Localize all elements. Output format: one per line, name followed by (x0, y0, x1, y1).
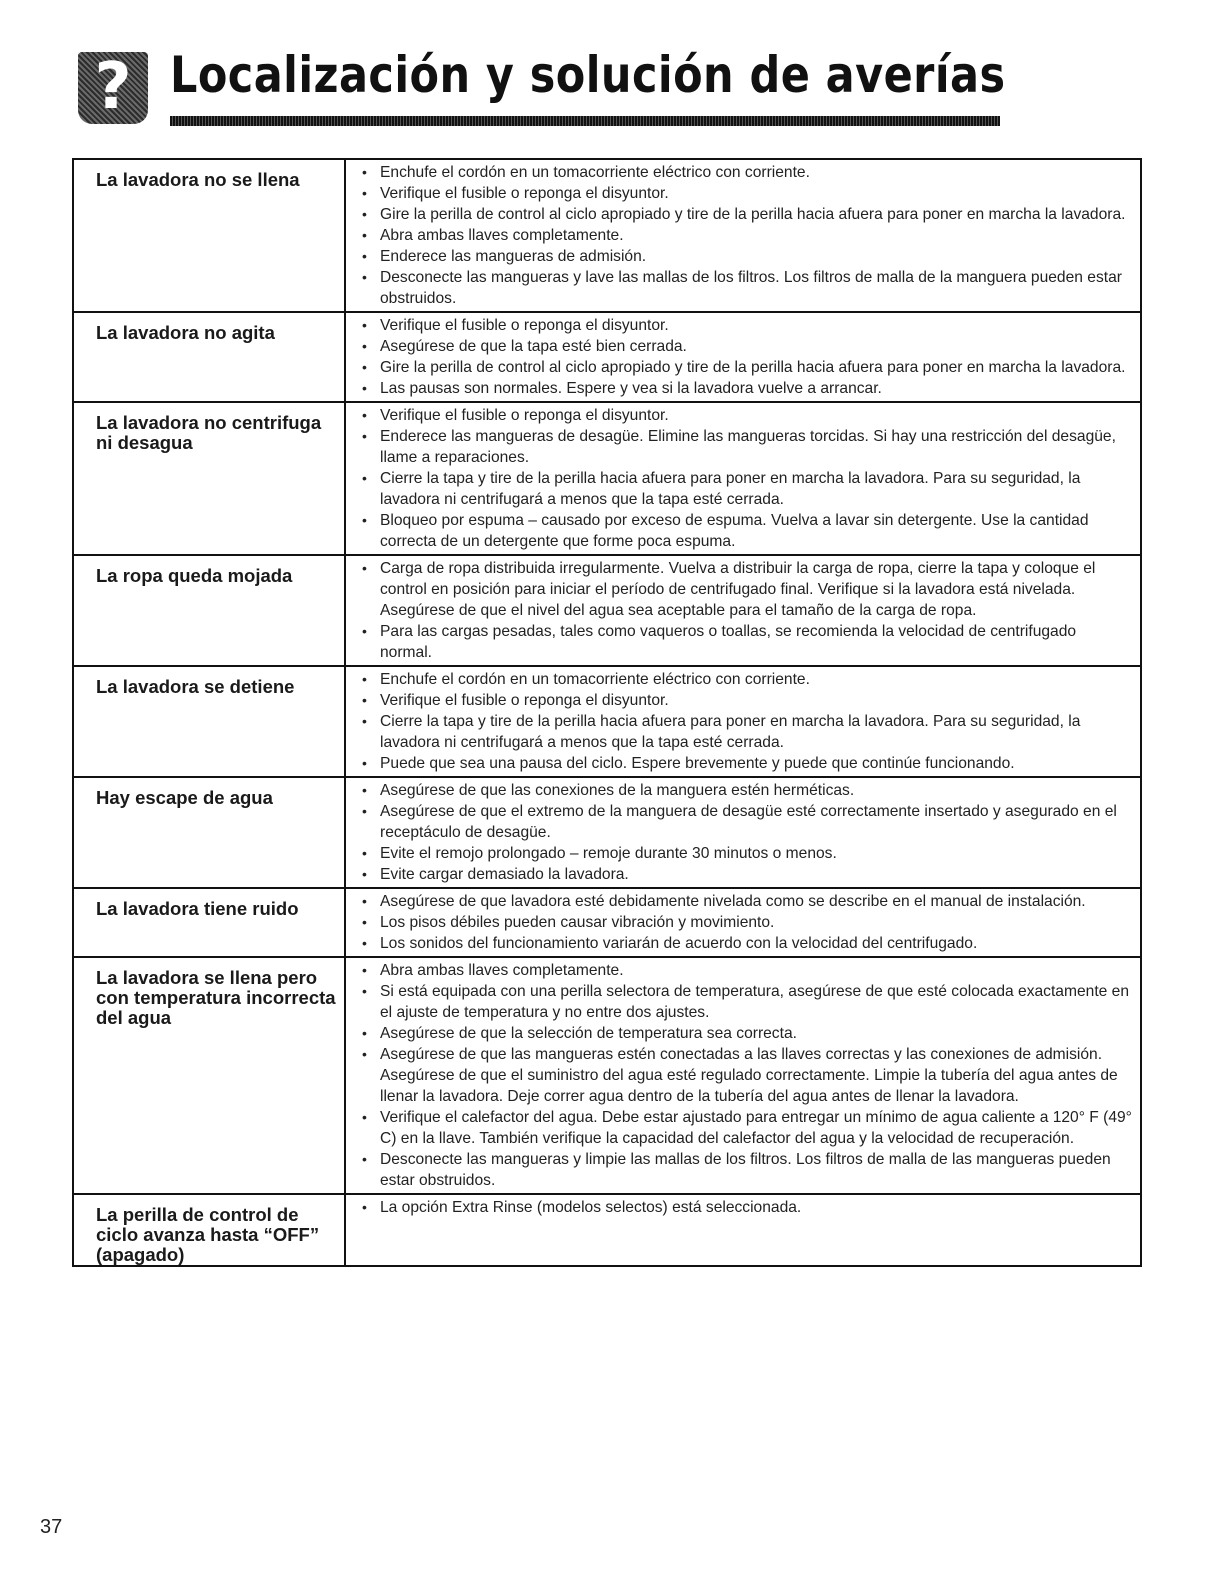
solution-item: • Si está equipada con una perilla selectora de temperatura, asegúrese de que esté colocada exactamente en el ajuste de temperatura y no entre dos ajustes. (358, 981, 1132, 1023)
solution-item: • Enderece las mangueras de desagüe. Elimine las mangueras torcidas. Si hay una restricción del desagüe, llame a reparaciones. (358, 426, 1132, 468)
table-row (73, 312, 1141, 402)
solution-item: • Asegúrese de que las conexiones de la manguera estén herméticas. (358, 780, 1132, 801)
solution-item: • Verifique el fusible o reponga el disyuntor. (358, 690, 1132, 711)
solution-item: • Gire la perilla de control al ciclo apropiado y tire de la perilla hacia afuera para poner en marcha la lavadora. (358, 204, 1132, 225)
solution-list (358, 960, 1132, 1191)
solution-item: • Asegúrese de que las mangueras estén conectadas a las llaves correctas y las conexiones de admisión. Asegúrese de que el suministro del agua esté regulado correctamente. Limpie la tubería del agua antes de llenar la lavadora. Deje correr agua dentro de la tubería del agua antes de llenar la lavadora. (358, 1044, 1132, 1107)
solution-item: • Bloqueo por espuma – causado por exceso de espuma. Vuelva a lavar sin detergente. Use la cantidad correcta de un detergente que forme poca espuma. (358, 510, 1132, 552)
solution-item: • Verifique el fusible o reponga el disyuntor. (358, 315, 1132, 336)
solution-item: • Enchufe el cordón en un tomacorriente eléctrico con corriente. (358, 162, 1132, 183)
problem-cell: La lavadora no se llena (73, 159, 345, 312)
solutions-cell (345, 888, 1141, 957)
solutions-cell (345, 1194, 1141, 1266)
solution-item: • Gire la perilla de control al ciclo apropiado y tire de la perilla hacia afuera para poner en marcha la lavadora. (358, 357, 1132, 378)
solution-item: • Abra ambas llaves completamente. (358, 225, 1132, 246)
problem-cell: La perilla de control de ciclo avanza hasta “OFF” (apagado) (73, 1194, 345, 1266)
table-row (73, 777, 1141, 888)
solution-item: • Evite cargar demasiado la lavadora. (358, 864, 1132, 885)
solutions-cell (345, 666, 1141, 777)
page-number: 37 (40, 1516, 63, 1538)
solution-item: • Asegúrese de que la selección de temperatura sea correcta. (358, 1023, 1132, 1044)
question-glyph: ? (94, 50, 132, 124)
solution-item: • Verifique el fusible o reponga el disyuntor. (358, 183, 1132, 204)
solutions-cell (345, 159, 1141, 312)
solution-list (358, 558, 1132, 663)
solutions-cell (345, 555, 1141, 666)
solution-item: • Verifique el fusible o reponga el disyuntor. (358, 405, 1132, 426)
solution-item: • Asegúrese de que el extremo de la manguera de desagüe esté correctamente insertado y asegurado en el receptáculo de desagüe. (358, 801, 1132, 843)
problem-cell: La lavadora no centrifuga ni desagua (73, 402, 345, 555)
troubleshooting-rows (73, 159, 1141, 1266)
question-mark-icon (78, 52, 148, 124)
page-header (78, 46, 1006, 130)
solution-item: • Asegúrese de que lavadora esté debidamente nivelada como se describe en el manual de instalación. (358, 891, 1132, 912)
solutions-cell (345, 957, 1141, 1194)
table-row (73, 555, 1141, 666)
solution-item: • La opción Extra Rinse (modelos selectos) está seleccionada. (358, 1197, 1132, 1218)
solution-list (358, 405, 1132, 552)
solution-item: • Enchufe el cordón en un tomacorriente eléctrico con corriente. (358, 669, 1132, 690)
problem-cell: La ropa queda mojada (73, 555, 345, 666)
table-row (73, 957, 1141, 1194)
problem-cell: Hay escape de agua (73, 777, 345, 888)
solution-list (358, 891, 1132, 954)
solution-list (358, 162, 1132, 309)
solution-item: • Asegúrese de que la tapa esté bien cerrada. (358, 336, 1132, 357)
troubleshooting-table (72, 158, 1142, 1267)
solution-item: • Puede que sea una pausa del ciclo. Espere brevemente y puede que continúe funcionando. (358, 753, 1132, 774)
table-row (73, 402, 1141, 555)
solution-item: • Carga de ropa distribuida irregularmente. Vuelva a distribuir la carga de ropa, cierre la tapa y coloque el control en posición para iniciar el período de centrifugado final. Verifique si la lavadora está nivelada. Asegúrese de que el nivel del agua sea aceptable para el tamaño de la carga de ropa. (358, 558, 1132, 621)
problem-cell: La lavadora se llena pero con temperatura incorrecta del agua (73, 957, 345, 1194)
solution-list (358, 780, 1132, 885)
solutions-cell (345, 777, 1141, 888)
solution-item: • Los sonidos del funcionamiento variarán de acuerdo con la velocidad del centrifugado. (358, 933, 1132, 954)
solution-list (358, 1197, 1132, 1218)
solution-item: • Cierre la tapa y tire de la perilla hacia afuera para poner en marcha la lavadora. Para su seguridad, la lavadora ni centrifugará a menos que la tapa esté cerrada. (358, 711, 1132, 753)
solution-item: • Los pisos débiles pueden causar vibración y movimiento. (358, 912, 1132, 933)
solutions-cell (345, 402, 1141, 555)
solution-list (358, 315, 1132, 399)
table-row (73, 159, 1141, 312)
problem-cell: La lavadora tiene ruido (73, 888, 345, 957)
solution-item: • Las pausas son normales. Espere y vea si la lavadora vuelve a arrancar. (358, 378, 1132, 399)
solution-item: • Enderece las mangueras de admisión. (358, 246, 1132, 267)
problem-cell: La lavadora no agita (73, 312, 345, 402)
table-row (73, 666, 1141, 777)
solution-item: • Desconecte las mangueras y lave las mallas de los filtros. Los filtros de malla de la manguera pueden estar obstruidos. (358, 267, 1132, 309)
solution-item: • Cierre la tapa y tire de la perilla hacia afuera para poner en marcha la lavadora. Para su seguridad, la lavadora ni centrifugará a menos que la tapa esté cerrada. (358, 468, 1132, 510)
solution-item: • Verifique el calefactor del agua. Debe estar ajustado para entregar un mínimo de agua caliente a 120° F (49° C) en la llave. También verifique la capacidad del calefactor del agua y la velocidad de recuperación. (358, 1107, 1132, 1149)
solutions-cell (345, 312, 1141, 402)
solution-item: • Para las cargas pesadas, tales como vaqueros o toallas, se recomienda la velocidad de centrifugado normal. (358, 621, 1132, 663)
solution-list (358, 669, 1132, 774)
table-row (73, 1194, 1141, 1266)
table-row (73, 888, 1141, 957)
solution-item: • Evite el remojo prolongado – remoje durante 30 minutos o menos. (358, 843, 1132, 864)
solution-item: • Abra ambas llaves completamente. (358, 960, 1132, 981)
problem-cell: La lavadora se detiene (73, 666, 345, 777)
title-underline (170, 116, 1000, 126)
page-title: Localización y solución de averías (170, 46, 1006, 104)
solution-item: • Desconecte las mangueras y limpie las mallas de los filtros. Los filtros de malla de las mangueras pueden estar obstruidos. (358, 1149, 1132, 1191)
